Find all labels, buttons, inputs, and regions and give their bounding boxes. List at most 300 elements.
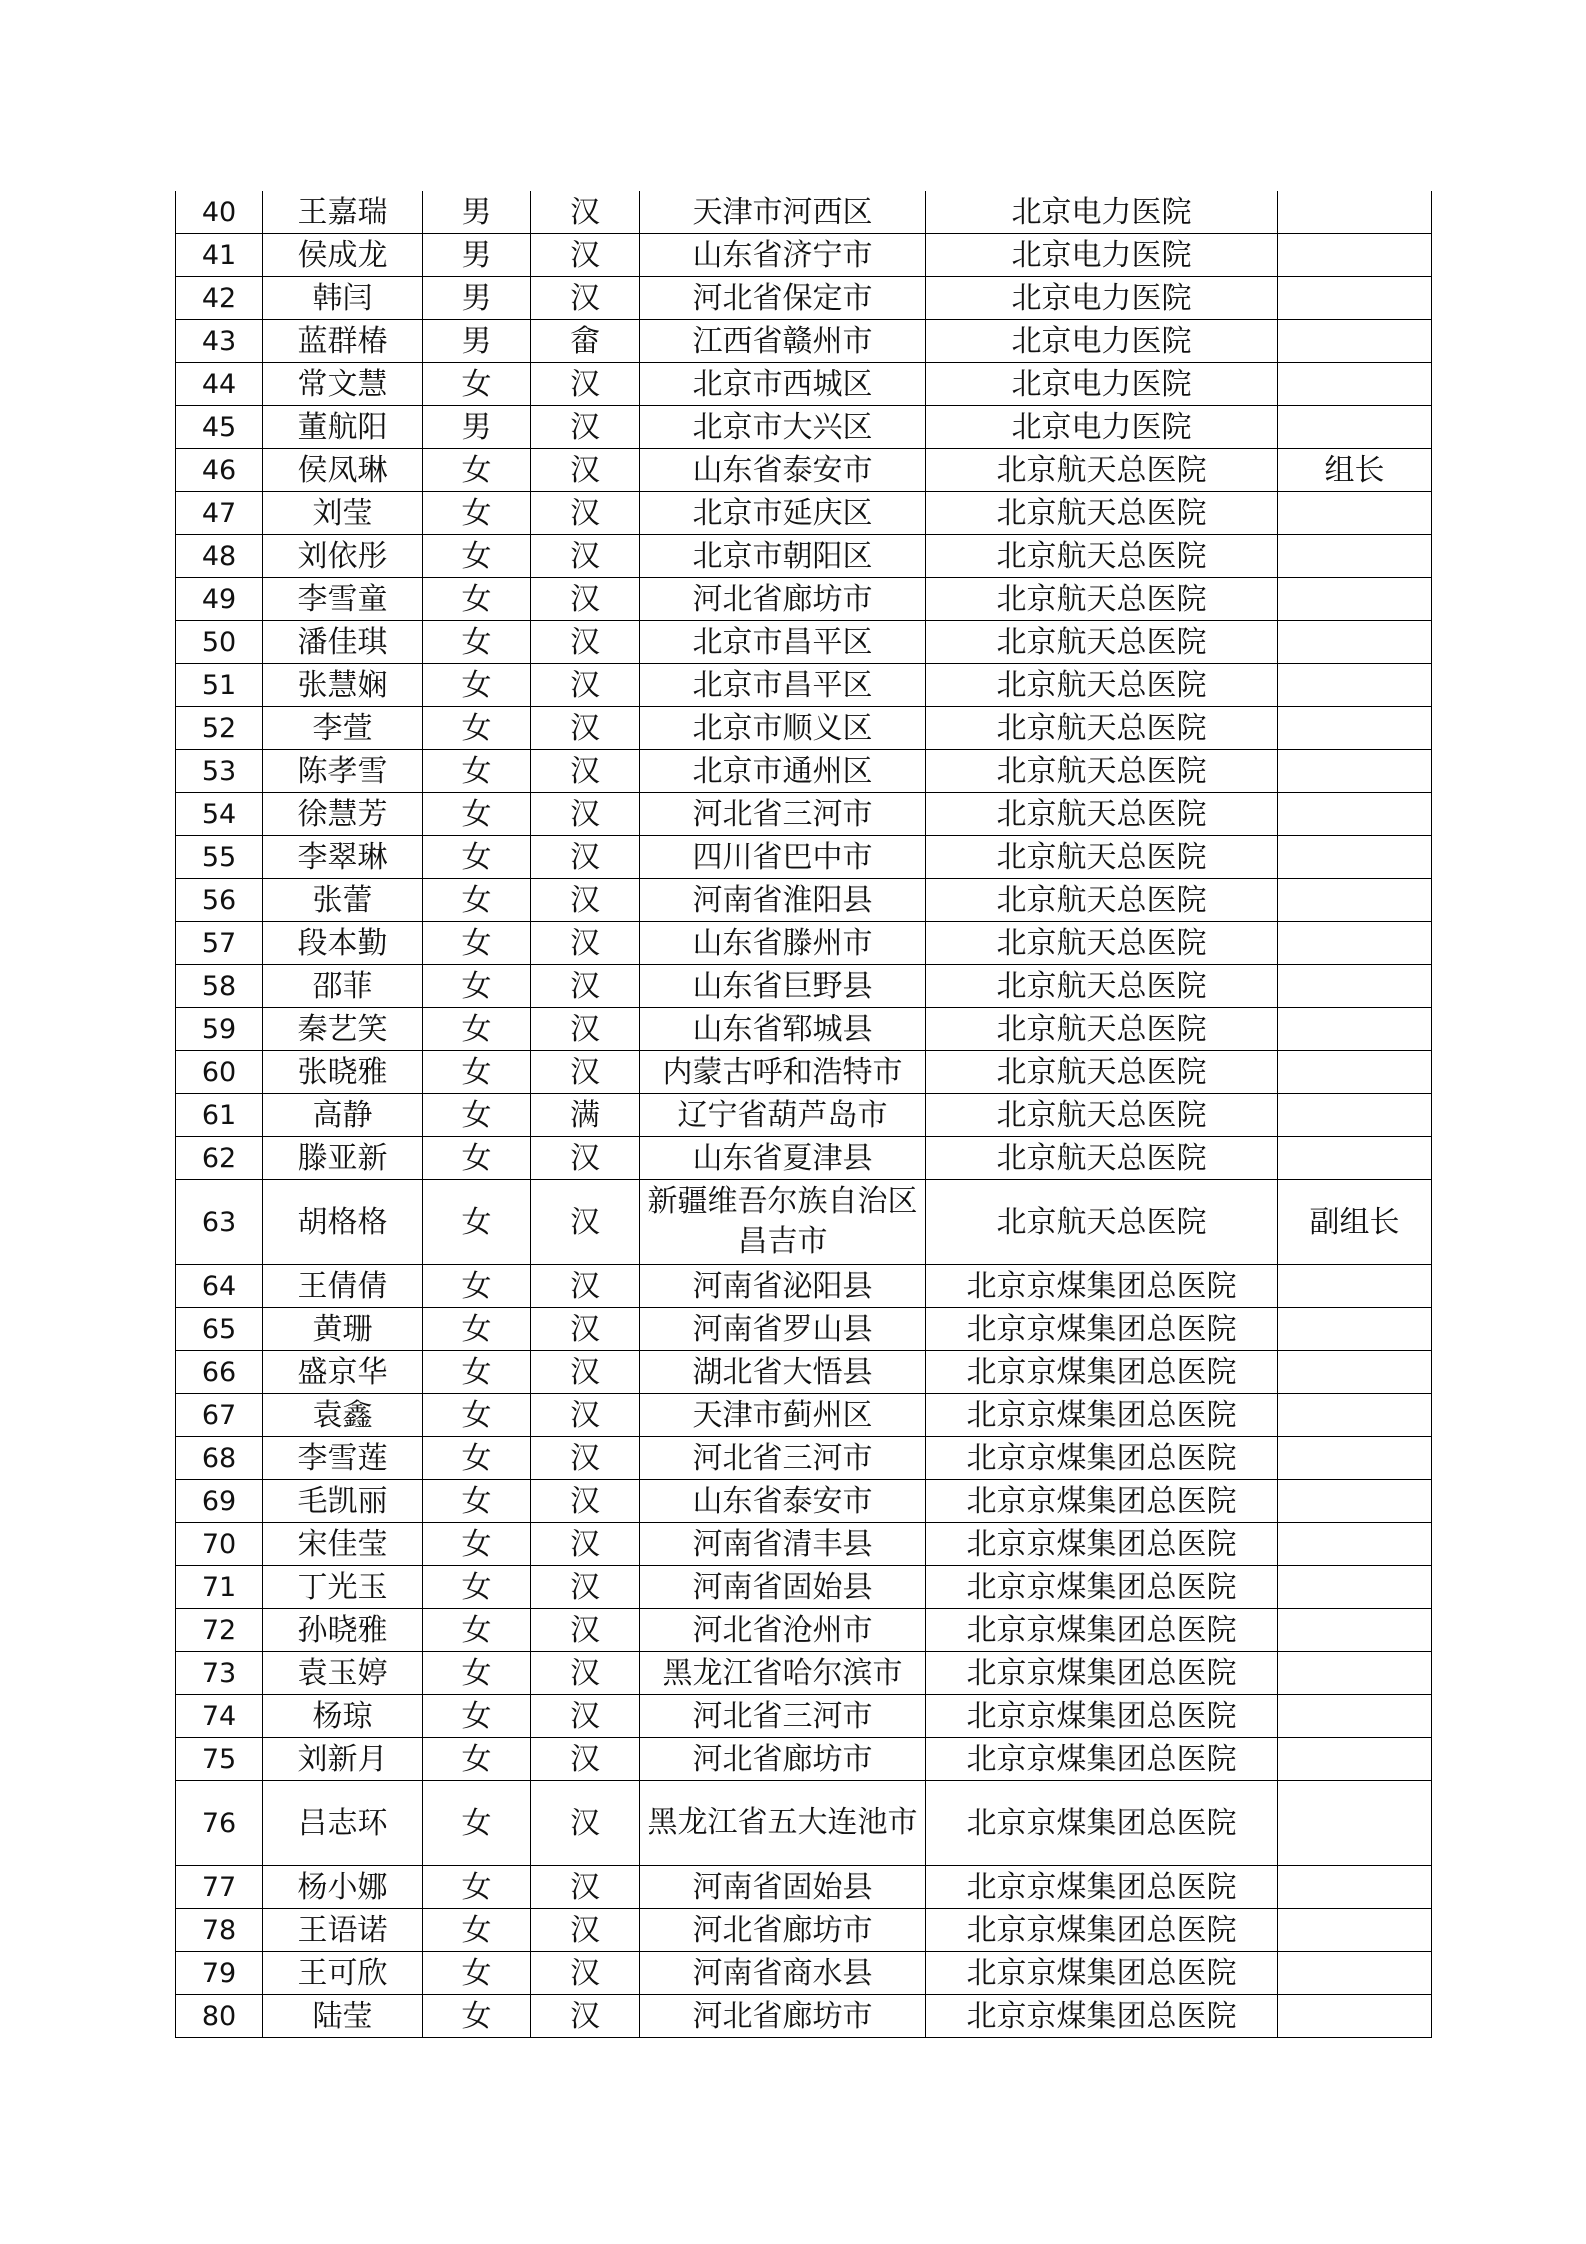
- role-cell: [1278, 1008, 1432, 1051]
- origin-cell: 辽宁省葫芦岛市: [640, 1094, 926, 1137]
- name-cell: 刘依彤: [263, 535, 423, 578]
- role-cell: [1278, 1738, 1432, 1781]
- role-cell: [1278, 320, 1432, 363]
- hospital-cell: 北京航天总医院: [926, 793, 1278, 836]
- origin-cell: 河南省清丰县: [640, 1523, 926, 1566]
- origin-cell: 北京市昌平区: [640, 621, 926, 664]
- origin-cell: 北京市昌平区: [640, 664, 926, 707]
- role-cell: [1278, 922, 1432, 965]
- row-number-cell: 45: [176, 406, 263, 449]
- gender-cell: 女: [423, 1351, 531, 1394]
- origin-cell: 黑龙江省哈尔滨市: [640, 1652, 926, 1695]
- ethnicity-cell: 满: [531, 1094, 640, 1137]
- row-number-cell: 54: [176, 793, 263, 836]
- ethnicity-cell: 汉: [531, 1180, 640, 1265]
- origin-cell: 天津市河西区: [640, 191, 926, 234]
- origin-cell: 内蒙古呼和浩特市: [640, 1051, 926, 1094]
- table-row: [176, 578, 1432, 621]
- name-cell: 侯成龙: [263, 234, 423, 277]
- ethnicity-cell: 汉: [531, 1609, 640, 1652]
- name-cell: 侯凤琳: [263, 449, 423, 492]
- role-cell: [1278, 1265, 1432, 1308]
- ethnicity-cell: 汉: [531, 750, 640, 793]
- row-number-cell: 41: [176, 234, 263, 277]
- hospital-cell: 北京航天总医院: [926, 492, 1278, 535]
- table-row: [176, 492, 1432, 535]
- origin-cell: 山东省泰安市: [640, 449, 926, 492]
- hospital-cell: 北京京煤集团总医院: [926, 1523, 1278, 1566]
- name-cell: 韩闫: [263, 277, 423, 320]
- ethnicity-cell: 汉: [531, 406, 640, 449]
- gender-cell: 女: [423, 664, 531, 707]
- table-row: [176, 664, 1432, 707]
- table-row: [176, 1437, 1432, 1480]
- table-row: [176, 1652, 1432, 1695]
- ethnicity-cell: 汉: [531, 363, 640, 406]
- name-cell: 高静: [263, 1094, 423, 1137]
- row-number-cell: 56: [176, 879, 263, 922]
- gender-cell: 女: [423, 1866, 531, 1909]
- table-row: [176, 535, 1432, 578]
- table-row: [176, 793, 1432, 836]
- row-number-cell: 52: [176, 707, 263, 750]
- name-cell: 张晓雅: [263, 1051, 423, 1094]
- role-cell: [1278, 793, 1432, 836]
- gender-cell: 女: [423, 1738, 531, 1781]
- role-cell: [1278, 363, 1432, 406]
- gender-cell: 女: [423, 793, 531, 836]
- hospital-cell: 北京京煤集团总医院: [926, 1265, 1278, 1308]
- role-cell: [1278, 1394, 1432, 1437]
- origin-cell: 山东省郓城县: [640, 1008, 926, 1051]
- gender-cell: 男: [423, 277, 531, 320]
- ethnicity-cell: 汉: [531, 879, 640, 922]
- name-cell: 吕志环: [263, 1781, 423, 1866]
- table-row: [176, 1180, 1432, 1265]
- name-cell: 潘佳琪: [263, 621, 423, 664]
- origin-cell: 北京市大兴区: [640, 406, 926, 449]
- role-cell: [1278, 750, 1432, 793]
- name-cell: 王倩倩: [263, 1265, 423, 1308]
- ethnicity-cell: 汉: [531, 965, 640, 1008]
- origin-cell: 河北省保定市: [640, 277, 926, 320]
- role-cell: [1278, 965, 1432, 1008]
- ethnicity-cell: 汉: [531, 1308, 640, 1351]
- role-cell: [1278, 879, 1432, 922]
- name-cell: 滕亚新: [263, 1137, 423, 1180]
- ethnicity-cell: 汉: [531, 1480, 640, 1523]
- table-row: [176, 1308, 1432, 1351]
- row-number-cell: 72: [176, 1609, 263, 1652]
- name-cell: 张慧娴: [263, 664, 423, 707]
- row-number-cell: 60: [176, 1051, 263, 1094]
- roster-table: [175, 191, 1432, 2038]
- hospital-cell: 北京京煤集团总医院: [926, 1866, 1278, 1909]
- gender-cell: 女: [423, 922, 531, 965]
- table-row: [176, 1995, 1432, 2038]
- role-cell: 副组长: [1278, 1180, 1432, 1265]
- gender-cell: 女: [423, 449, 531, 492]
- name-cell: 李翠琳: [263, 836, 423, 879]
- table-row: [176, 1566, 1432, 1609]
- role-cell: [1278, 1781, 1432, 1866]
- role-cell: [1278, 1523, 1432, 1566]
- hospital-cell: 北京航天总医院: [926, 1094, 1278, 1137]
- name-cell: 王可欣: [263, 1952, 423, 1995]
- gender-cell: 女: [423, 1437, 531, 1480]
- origin-cell: 河南省固始县: [640, 1866, 926, 1909]
- ethnicity-cell: 汉: [531, 1265, 640, 1308]
- hospital-cell: 北京航天总医院: [926, 922, 1278, 965]
- role-cell: [1278, 234, 1432, 277]
- gender-cell: 女: [423, 1952, 531, 1995]
- ethnicity-cell: 汉: [531, 234, 640, 277]
- origin-cell: 山东省泰安市: [640, 1480, 926, 1523]
- ethnicity-cell: 汉: [531, 793, 640, 836]
- gender-cell: 女: [423, 1180, 531, 1265]
- row-number-cell: 79: [176, 1952, 263, 1995]
- origin-cell: 河南省罗山县: [640, 1308, 926, 1351]
- row-number-cell: 55: [176, 836, 263, 879]
- role-cell: [1278, 707, 1432, 750]
- role-cell: [1278, 1909, 1432, 1952]
- name-cell: 秦艺笑: [263, 1008, 423, 1051]
- table-row: [176, 1008, 1432, 1051]
- ethnicity-cell: 汉: [531, 1995, 640, 2038]
- name-cell: 黄珊: [263, 1308, 423, 1351]
- hospital-cell: 北京航天总医院: [926, 535, 1278, 578]
- table-row: [176, 1523, 1432, 1566]
- table-row: [176, 363, 1432, 406]
- origin-cell: 河北省廊坊市: [640, 578, 926, 621]
- ethnicity-cell: 汉: [531, 1866, 640, 1909]
- origin-cell: 河南省固始县: [640, 1566, 926, 1609]
- row-number-cell: 64: [176, 1265, 263, 1308]
- origin-cell: 北京市朝阳区: [640, 535, 926, 578]
- hospital-cell: 北京航天总医院: [926, 1008, 1278, 1051]
- hospital-cell: 北京京煤集团总医院: [926, 1480, 1278, 1523]
- ethnicity-cell: 汉: [531, 578, 640, 621]
- ethnicity-cell: 汉: [531, 449, 640, 492]
- gender-cell: 女: [423, 1652, 531, 1695]
- role-cell: [1278, 1866, 1432, 1909]
- hospital-cell: 北京京煤集团总医院: [926, 1437, 1278, 1480]
- hospital-cell: 北京电力医院: [926, 406, 1278, 449]
- hospital-cell: 北京京煤集团总医院: [926, 1394, 1278, 1437]
- ethnicity-cell: 汉: [531, 1137, 640, 1180]
- gender-cell: 女: [423, 492, 531, 535]
- hospital-cell: 北京京煤集团总医院: [926, 1909, 1278, 1952]
- origin-cell: 河北省廊坊市: [640, 1738, 926, 1781]
- origin-cell: 黑龙江省五大连池市: [640, 1781, 926, 1866]
- row-number-cell: 57: [176, 922, 263, 965]
- table-row: [176, 1609, 1432, 1652]
- origin-cell: 北京市通州区: [640, 750, 926, 793]
- row-number-cell: 63: [176, 1180, 263, 1265]
- role-cell: [1278, 836, 1432, 879]
- row-number-cell: 65: [176, 1308, 263, 1351]
- gender-cell: 女: [423, 707, 531, 750]
- hospital-cell: 北京航天总医院: [926, 965, 1278, 1008]
- row-number-cell: 53: [176, 750, 263, 793]
- row-number-cell: 43: [176, 320, 263, 363]
- role-cell: [1278, 1137, 1432, 1180]
- hospital-cell: 北京航天总医院: [926, 1051, 1278, 1094]
- row-number-cell: 61: [176, 1094, 263, 1137]
- gender-cell: 女: [423, 1308, 531, 1351]
- table-row: [176, 965, 1432, 1008]
- ethnicity-cell: 汉: [531, 1351, 640, 1394]
- name-cell: 刘新月: [263, 1738, 423, 1781]
- row-number-cell: 48: [176, 535, 263, 578]
- hospital-cell: 北京电力医院: [926, 363, 1278, 406]
- hospital-cell: 北京航天总医院: [926, 664, 1278, 707]
- row-number-cell: 74: [176, 1695, 263, 1738]
- hospital-cell: 北京电力医院: [926, 277, 1278, 320]
- name-cell: 王语诺: [263, 1909, 423, 1952]
- table-row: [176, 1909, 1432, 1952]
- hospital-cell: 北京电力医院: [926, 191, 1278, 234]
- ethnicity-cell: 汉: [531, 1738, 640, 1781]
- name-cell: 袁鑫: [263, 1394, 423, 1437]
- name-cell: 丁光玉: [263, 1566, 423, 1609]
- origin-cell: 河南省泌阳县: [640, 1265, 926, 1308]
- row-number-cell: 50: [176, 621, 263, 664]
- gender-cell: 女: [423, 1137, 531, 1180]
- hospital-cell: 北京航天总医院: [926, 707, 1278, 750]
- row-number-cell: 44: [176, 363, 263, 406]
- table-row: [176, 621, 1432, 664]
- gender-cell: 女: [423, 1781, 531, 1866]
- origin-cell: 山东省滕州市: [640, 922, 926, 965]
- ethnicity-cell: 汉: [531, 707, 640, 750]
- gender-cell: 女: [423, 965, 531, 1008]
- origin-cell: 江西省赣州市: [640, 320, 926, 363]
- table-row: [176, 1480, 1432, 1523]
- gender-cell: 男: [423, 191, 531, 234]
- role-cell: [1278, 406, 1432, 449]
- table-row: [176, 1137, 1432, 1180]
- hospital-cell: 北京京煤集团总医院: [926, 1695, 1278, 1738]
- row-number-cell: 59: [176, 1008, 263, 1051]
- role-cell: [1278, 1695, 1432, 1738]
- ethnicity-cell: 汉: [531, 535, 640, 578]
- ethnicity-cell: 汉: [531, 277, 640, 320]
- gender-cell: 女: [423, 836, 531, 879]
- hospital-cell: 北京航天总医院: [926, 836, 1278, 879]
- ethnicity-cell: 汉: [531, 836, 640, 879]
- ethnicity-cell: 汉: [531, 1695, 640, 1738]
- hospital-cell: 北京京煤集团总医院: [926, 1351, 1278, 1394]
- table-row: [176, 406, 1432, 449]
- hospital-cell: 北京航天总医院: [926, 578, 1278, 621]
- table-row: [176, 191, 1432, 234]
- ethnicity-cell: 汉: [531, 1652, 640, 1695]
- table-row: [176, 1738, 1432, 1781]
- gender-cell: 女: [423, 1909, 531, 1952]
- origin-cell: 河南省淮阳县: [640, 879, 926, 922]
- origin-cell: 湖北省大悟县: [640, 1351, 926, 1394]
- gender-cell: 女: [423, 1995, 531, 2038]
- table-row: [176, 836, 1432, 879]
- table-row: [176, 1351, 1432, 1394]
- origin-cell: 河北省三河市: [640, 1695, 926, 1738]
- name-cell: 李雪莲: [263, 1437, 423, 1480]
- ethnicity-cell: 汉: [531, 1566, 640, 1609]
- gender-cell: 女: [423, 1265, 531, 1308]
- hospital-cell: 北京京煤集团总医院: [926, 1308, 1278, 1351]
- role-cell: [1278, 578, 1432, 621]
- role-cell: [1278, 1437, 1432, 1480]
- hospital-cell: 北京电力医院: [926, 320, 1278, 363]
- origin-cell: 北京市延庆区: [640, 492, 926, 535]
- row-number-cell: 71: [176, 1566, 263, 1609]
- name-cell: 杨琼: [263, 1695, 423, 1738]
- row-number-cell: 69: [176, 1480, 263, 1523]
- hospital-cell: 北京京煤集团总医院: [926, 1781, 1278, 1866]
- role-cell: [1278, 277, 1432, 320]
- role-cell: [1278, 191, 1432, 234]
- ethnicity-cell: 汉: [531, 1952, 640, 1995]
- name-cell: 张蕾: [263, 879, 423, 922]
- hospital-cell: 北京电力医院: [926, 234, 1278, 277]
- origin-cell: 新疆维吾尔族自治区昌吉市: [640, 1180, 926, 1265]
- ethnicity-cell: 汉: [531, 1781, 640, 1866]
- name-cell: 胡格格: [263, 1180, 423, 1265]
- row-number-cell: 62: [176, 1137, 263, 1180]
- role-cell: [1278, 1480, 1432, 1523]
- table-row: [176, 707, 1432, 750]
- hospital-cell: 北京京煤集团总医院: [926, 1609, 1278, 1652]
- origin-cell: 山东省夏津县: [640, 1137, 926, 1180]
- ethnicity-cell: 畲: [531, 320, 640, 363]
- name-cell: 徐慧芳: [263, 793, 423, 836]
- table-row: [176, 879, 1432, 922]
- origin-cell: 河北省廊坊市: [640, 1995, 926, 2038]
- origin-cell: 天津市蓟州区: [640, 1394, 926, 1437]
- gender-cell: 女: [423, 1523, 531, 1566]
- table-row: [176, 1866, 1432, 1909]
- row-number-cell: 80: [176, 1995, 263, 2038]
- ethnicity-cell: 汉: [531, 922, 640, 965]
- row-number-cell: 67: [176, 1394, 263, 1437]
- name-cell: 段本勤: [263, 922, 423, 965]
- gender-cell: 男: [423, 406, 531, 449]
- role-cell: [1278, 1051, 1432, 1094]
- row-number-cell: 75: [176, 1738, 263, 1781]
- name-cell: 盛京华: [263, 1351, 423, 1394]
- gender-cell: 男: [423, 234, 531, 277]
- table-row: [176, 1265, 1432, 1308]
- name-cell: 刘莹: [263, 492, 423, 535]
- name-cell: 常文慧: [263, 363, 423, 406]
- row-number-cell: 77: [176, 1866, 263, 1909]
- table-row: [176, 1051, 1432, 1094]
- origin-cell: 河北省廊坊市: [640, 1909, 926, 1952]
- ethnicity-cell: 汉: [531, 621, 640, 664]
- role-cell: 组长: [1278, 449, 1432, 492]
- ethnicity-cell: 汉: [531, 1437, 640, 1480]
- role-cell: [1278, 535, 1432, 578]
- gender-cell: 男: [423, 320, 531, 363]
- ethnicity-cell: 汉: [531, 664, 640, 707]
- gender-cell: 女: [423, 1094, 531, 1137]
- gender-cell: 女: [423, 1609, 531, 1652]
- table-row: [176, 1695, 1432, 1738]
- table-row: [176, 320, 1432, 363]
- hospital-cell: 北京京煤集团总医院: [926, 1738, 1278, 1781]
- gender-cell: 女: [423, 1695, 531, 1738]
- name-cell: 陈孝雪: [263, 750, 423, 793]
- origin-cell: 山东省济宁市: [640, 234, 926, 277]
- origin-cell: 河北省沧州市: [640, 1609, 926, 1652]
- name-cell: 袁玉婷: [263, 1652, 423, 1695]
- role-cell: [1278, 1652, 1432, 1695]
- ethnicity-cell: 汉: [531, 492, 640, 535]
- ethnicity-cell: 汉: [531, 1051, 640, 1094]
- table-row: [176, 1952, 1432, 1995]
- row-number-cell: 76: [176, 1781, 263, 1866]
- table-row: [176, 449, 1432, 492]
- origin-cell: 四川省巴中市: [640, 836, 926, 879]
- role-cell: [1278, 1952, 1432, 1995]
- gender-cell: 女: [423, 535, 531, 578]
- table-row: [176, 1394, 1432, 1437]
- role-cell: [1278, 1609, 1432, 1652]
- row-number-cell: 78: [176, 1909, 263, 1952]
- hospital-cell: 北京航天总医院: [926, 1137, 1278, 1180]
- gender-cell: 女: [423, 1008, 531, 1051]
- gender-cell: 女: [423, 1051, 531, 1094]
- ethnicity-cell: 汉: [531, 1008, 640, 1051]
- row-number-cell: 40: [176, 191, 263, 234]
- gender-cell: 女: [423, 578, 531, 621]
- hospital-cell: 北京京煤集团总医院: [926, 1995, 1278, 2038]
- row-number-cell: 68: [176, 1437, 263, 1480]
- ethnicity-cell: 汉: [531, 1909, 640, 1952]
- row-number-cell: 47: [176, 492, 263, 535]
- role-cell: [1278, 1308, 1432, 1351]
- name-cell: 毛凯丽: [263, 1480, 423, 1523]
- name-cell: 陆莹: [263, 1995, 423, 2038]
- hospital-cell: 北京航天总医院: [926, 879, 1278, 922]
- ethnicity-cell: 汉: [531, 1523, 640, 1566]
- table-row: [176, 1781, 1432, 1866]
- hospital-cell: 北京航天总医院: [926, 750, 1278, 793]
- role-cell: [1278, 1094, 1432, 1137]
- name-cell: 王嘉瑞: [263, 191, 423, 234]
- origin-cell: 山东省巨野县: [640, 965, 926, 1008]
- hospital-cell: 北京航天总医院: [926, 449, 1278, 492]
- row-number-cell: 58: [176, 965, 263, 1008]
- gender-cell: 女: [423, 879, 531, 922]
- origin-cell: 河北省三河市: [640, 793, 926, 836]
- origin-cell: 北京市西城区: [640, 363, 926, 406]
- row-number-cell: 49: [176, 578, 263, 621]
- ethnicity-cell: 汉: [531, 1394, 640, 1437]
- row-number-cell: 42: [176, 277, 263, 320]
- origin-cell: 河南省商水县: [640, 1952, 926, 1995]
- hospital-cell: 北京航天总医院: [926, 621, 1278, 664]
- row-number-cell: 73: [176, 1652, 263, 1695]
- gender-cell: 女: [423, 1566, 531, 1609]
- table-row: [176, 277, 1432, 320]
- table-row: [176, 1094, 1432, 1137]
- name-cell: 孙晓雅: [263, 1609, 423, 1652]
- row-number-cell: 46: [176, 449, 263, 492]
- table-row: [176, 922, 1432, 965]
- gender-cell: 女: [423, 750, 531, 793]
